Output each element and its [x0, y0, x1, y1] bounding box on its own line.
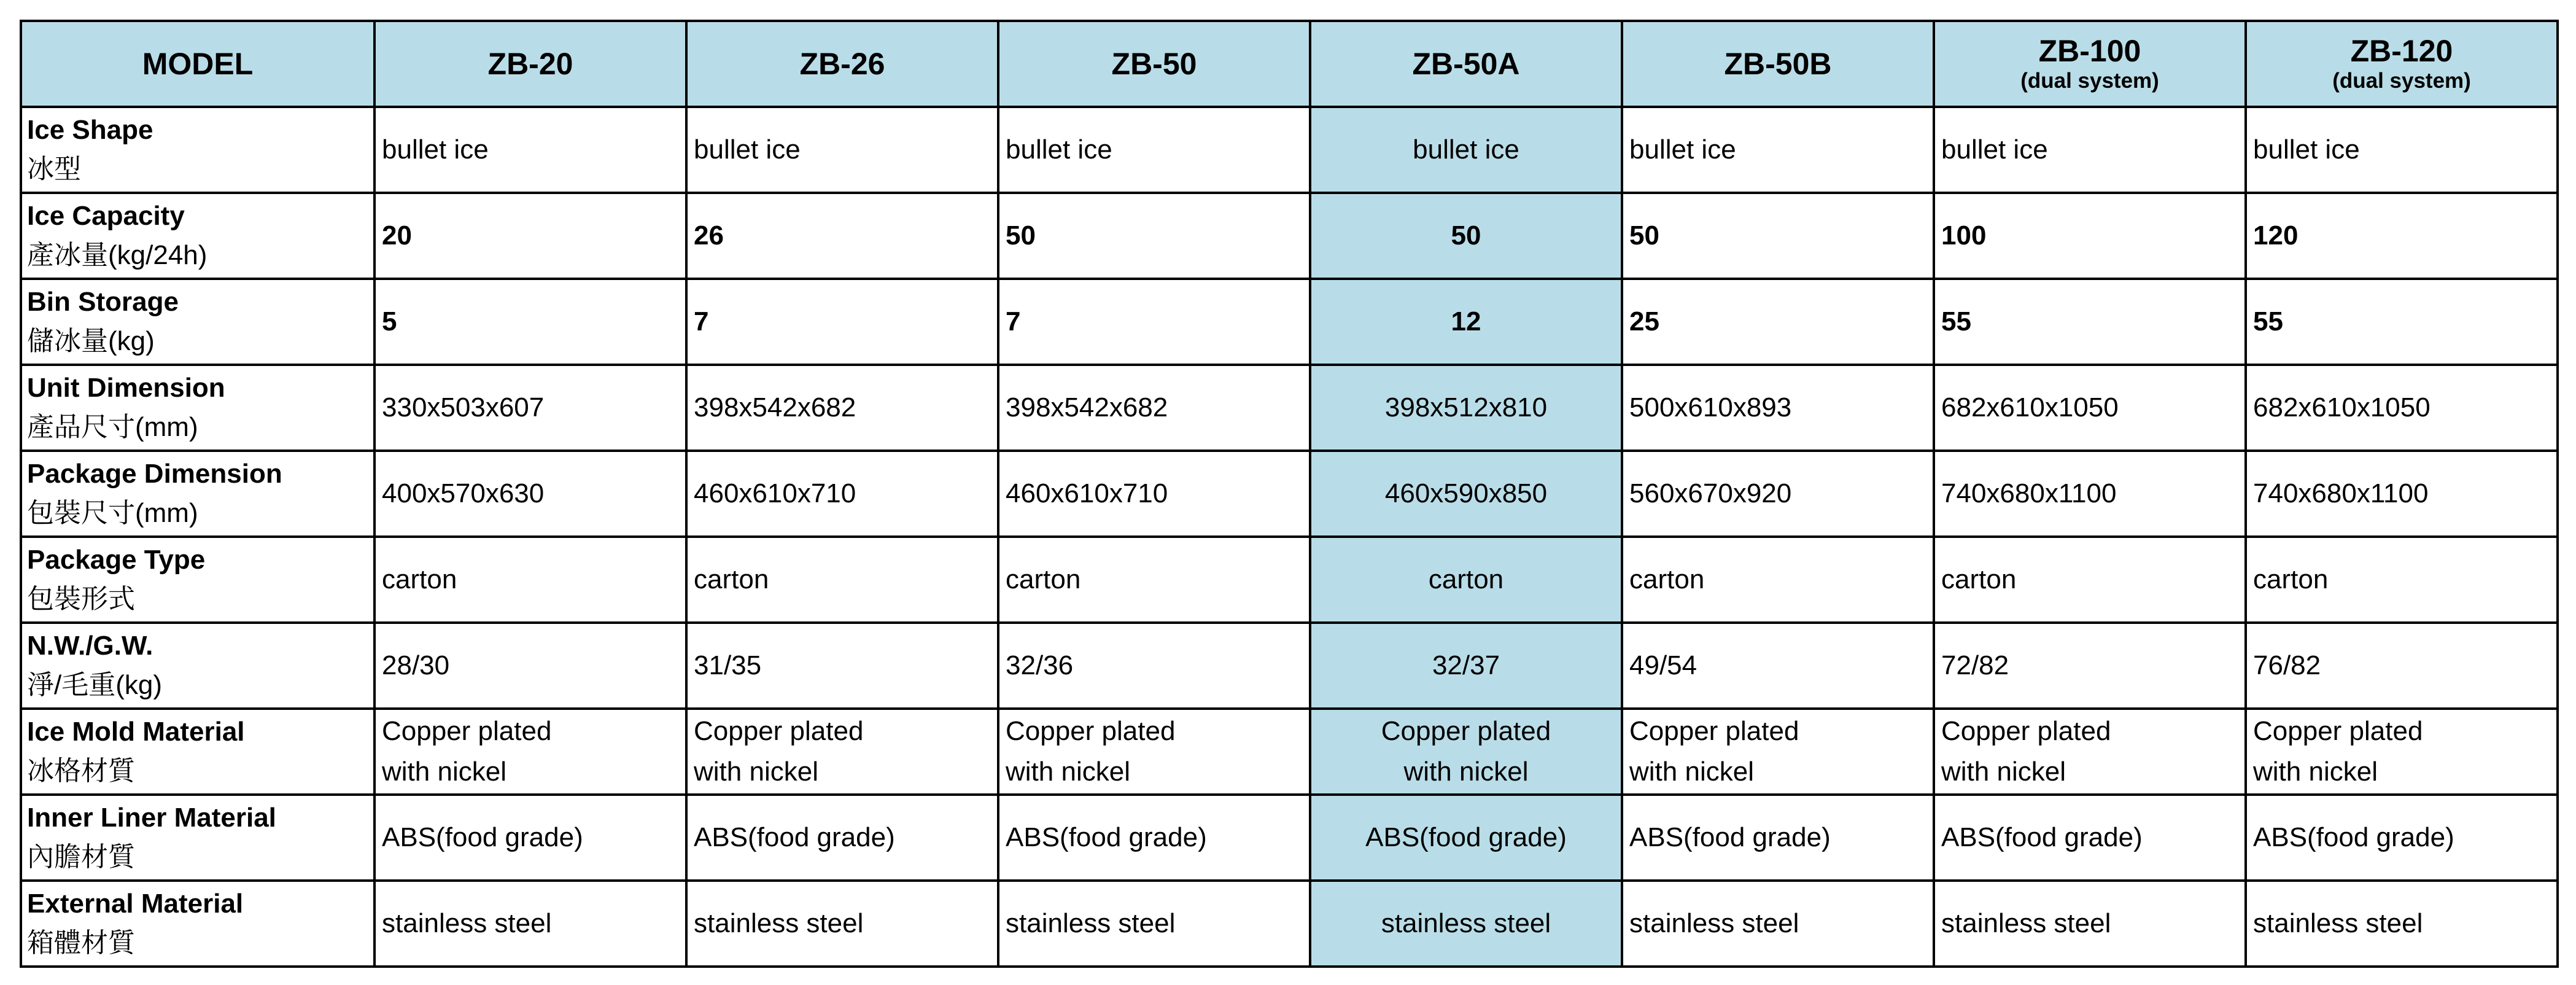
row-label-zh: 產冰量(kg/24h): [27, 240, 208, 270]
value-cell: stainless steel: [1310, 881, 1622, 967]
row-label-cell: [21, 107, 374, 193]
row-label-zh: 內膽材質: [27, 842, 135, 872]
model-name: ZB-50: [1111, 47, 1197, 81]
row-label-zh: 箱體材質: [27, 928, 135, 958]
table-body: [21, 107, 2558, 967]
value-cell: carton: [1310, 537, 1622, 623]
model-header-zb-120: [2246, 21, 2558, 107]
row-label-zh: 包裝尺寸(mm): [27, 498, 198, 528]
value-cell: 55: [1934, 279, 2246, 365]
value-cell: 50: [998, 193, 1310, 279]
value-cell: bullet ice: [374, 107, 686, 193]
row-label-cell: [21, 279, 374, 365]
value-cell: [686, 709, 998, 795]
value-cell: ABS(food grade): [998, 795, 1310, 881]
table-row: [21, 193, 2558, 279]
model-name: ZB-20: [487, 47, 573, 81]
value-cell: 460x590x850: [1310, 451, 1622, 537]
value-line: with nickel: [1629, 757, 1754, 787]
table-row: [21, 795, 2558, 881]
model-header-cell: MODEL: [21, 21, 374, 107]
table-row: [21, 451, 2558, 537]
value-cell: [1310, 709, 1622, 795]
value-cell: 49/54: [1622, 623, 1934, 709]
header-row: [21, 21, 2558, 107]
model-subtitle: (dual system): [2020, 69, 2159, 93]
row-label-cell: [21, 709, 374, 795]
table-row: [21, 107, 2558, 193]
value-cell: 5: [374, 279, 686, 365]
value-cell: 32/36: [998, 623, 1310, 709]
value-cell: 398x542x682: [998, 365, 1310, 451]
value-cell: 100: [1934, 193, 2246, 279]
row-label-cell: [21, 193, 374, 279]
value-cell: 500x610x893: [1622, 365, 1934, 451]
value-cell: bullet ice: [686, 107, 998, 193]
value-cell: 740x680x1100: [1934, 451, 2246, 537]
value-cell: stainless steel: [2246, 881, 2558, 967]
model-header-zb-50: [998, 21, 1310, 107]
row-label-en: Bin Storage: [27, 287, 179, 317]
value-cell: 32/37: [1310, 623, 1622, 709]
value-line: Copper plated: [1006, 716, 1176, 746]
value-cell: 50: [1622, 193, 1934, 279]
value-cell: stainless steel: [374, 881, 686, 967]
row-label-en: Ice Capacity: [27, 201, 185, 231]
value-cell: stainless steel: [998, 881, 1310, 967]
row-label-zh: 冰格材質: [27, 756, 135, 786]
value-cell: 50: [1310, 193, 1622, 279]
model-header-zb-20: [374, 21, 686, 107]
value-cell: ABS(food grade): [686, 795, 998, 881]
value-cell: ABS(food grade): [374, 795, 686, 881]
value-cell: bullet ice: [998, 107, 1310, 193]
value-line: with nickel: [1403, 757, 1529, 787]
value-cell: carton: [374, 537, 686, 623]
model-header-zb-50a: [1310, 21, 1622, 107]
value-cell: 560x670x920: [1622, 451, 1934, 537]
row-label-cell: [21, 623, 374, 709]
model-name: ZB-50A: [1412, 47, 1520, 81]
value-cell: ABS(food grade): [1310, 795, 1622, 881]
table-row: [21, 365, 2558, 451]
value-cell: bullet ice: [1934, 107, 2246, 193]
model-name: ZB-120: [2350, 34, 2453, 68]
value-cell: 120: [2246, 193, 2558, 279]
value-cell: ABS(food grade): [1622, 795, 1934, 881]
value-line: Copper plated: [382, 716, 552, 746]
model-name: ZB-100: [2038, 34, 2141, 68]
model-header-zb-26: [686, 21, 998, 107]
value-cell: 28/30: [374, 623, 686, 709]
row-label-en: Package Type: [27, 545, 206, 575]
value-cell: [2246, 709, 2558, 795]
model-subtitle: (dual system): [2332, 69, 2471, 93]
value-line: with nickel: [1006, 757, 1130, 787]
value-cell: 7: [686, 279, 998, 365]
value-cell: bullet ice: [2246, 107, 2558, 193]
value-cell: 460x610x710: [998, 451, 1310, 537]
value-line: Copper plated: [1941, 716, 2111, 746]
value-cell: 740x680x1100: [2246, 451, 2558, 537]
value-cell: carton: [2246, 537, 2558, 623]
value-cell: carton: [1622, 537, 1934, 623]
model-name: ZB-50B: [1724, 47, 1832, 81]
row-label-cell: [21, 365, 374, 451]
value-cell: 76/82: [2246, 623, 2558, 709]
row-label-cell: [21, 451, 374, 537]
value-line: with nickel: [694, 757, 818, 787]
row-label-zh: 產品尺寸(mm): [27, 412, 198, 442]
value-cell: 26: [686, 193, 998, 279]
row-label-zh: 儲冰量(kg): [27, 326, 155, 356]
value-cell: 20: [374, 193, 686, 279]
value-cell: 25: [1622, 279, 1934, 365]
value-cell: 7: [998, 279, 1310, 365]
spec-table: [20, 20, 2559, 968]
value-line: with nickel: [2253, 757, 2378, 787]
table-row: [21, 537, 2558, 623]
value-cell: 398x542x682: [686, 365, 998, 451]
row-label-cell: [21, 795, 374, 881]
value-cell: [1934, 709, 2246, 795]
model-header-zb-100: [1934, 21, 2246, 107]
row-label-zh: 淨/毛重(kg): [27, 670, 162, 700]
row-label-en: Inner Liner Material: [27, 803, 276, 833]
value-line: with nickel: [382, 757, 506, 787]
value-line: Copper plated: [2253, 716, 2423, 746]
value-cell: bullet ice: [1622, 107, 1934, 193]
value-cell: carton: [686, 537, 998, 623]
row-label-en: Unit Dimension: [27, 373, 225, 403]
table-row: [21, 279, 2558, 365]
value-line: with nickel: [1941, 757, 2066, 787]
row-label-en: N.W./G.W.: [27, 631, 153, 661]
row-label-cell: [21, 881, 374, 967]
value-cell: carton: [1934, 537, 2246, 623]
value-cell: 72/82: [1934, 623, 2246, 709]
value-cell: stainless steel: [1622, 881, 1934, 967]
value-cell: [374, 709, 686, 795]
value-cell: 31/35: [686, 623, 998, 709]
value-cell: stainless steel: [686, 881, 998, 967]
value-cell: 12: [1310, 279, 1622, 365]
value-cell: carton: [998, 537, 1310, 623]
table-row: [21, 623, 2558, 709]
value-cell: ABS(food grade): [2246, 795, 2558, 881]
row-label-en: Package Dimension: [27, 459, 282, 489]
table-row: [21, 709, 2558, 795]
row-label-zh: 冰型: [27, 154, 81, 184]
value-cell: 55: [2246, 279, 2558, 365]
value-cell: 330x503x607: [374, 365, 686, 451]
value-cell: 682x610x1050: [1934, 365, 2246, 451]
value-cell: 400x570x630: [374, 451, 686, 537]
value-cell: 460x610x710: [686, 451, 998, 537]
row-label-cell: [21, 537, 374, 623]
table-header: [21, 21, 2558, 107]
value-cell: stainless steel: [1934, 881, 2246, 967]
value-cell: [1622, 709, 1934, 795]
row-label-en: External Material: [27, 889, 244, 919]
value-line: Copper plated: [1629, 716, 1799, 746]
value-cell: [998, 709, 1310, 795]
value-cell: 682x610x1050: [2246, 365, 2558, 451]
row-label-zh: 包裝形式: [27, 584, 135, 614]
row-label-en: Ice Mold Material: [27, 717, 245, 747]
value-cell: bullet ice: [1310, 107, 1622, 193]
value-line: Copper plated: [1381, 716, 1551, 746]
value-cell: 398x512x810: [1310, 365, 1622, 451]
model-header-zb-50b: [1622, 21, 1934, 107]
value-line: Copper plated: [694, 716, 864, 746]
value-cell: ABS(food grade): [1934, 795, 2246, 881]
row-label-en: Ice Shape: [27, 115, 153, 145]
table-row: [21, 881, 2558, 967]
model-name: ZB-26: [799, 47, 885, 81]
